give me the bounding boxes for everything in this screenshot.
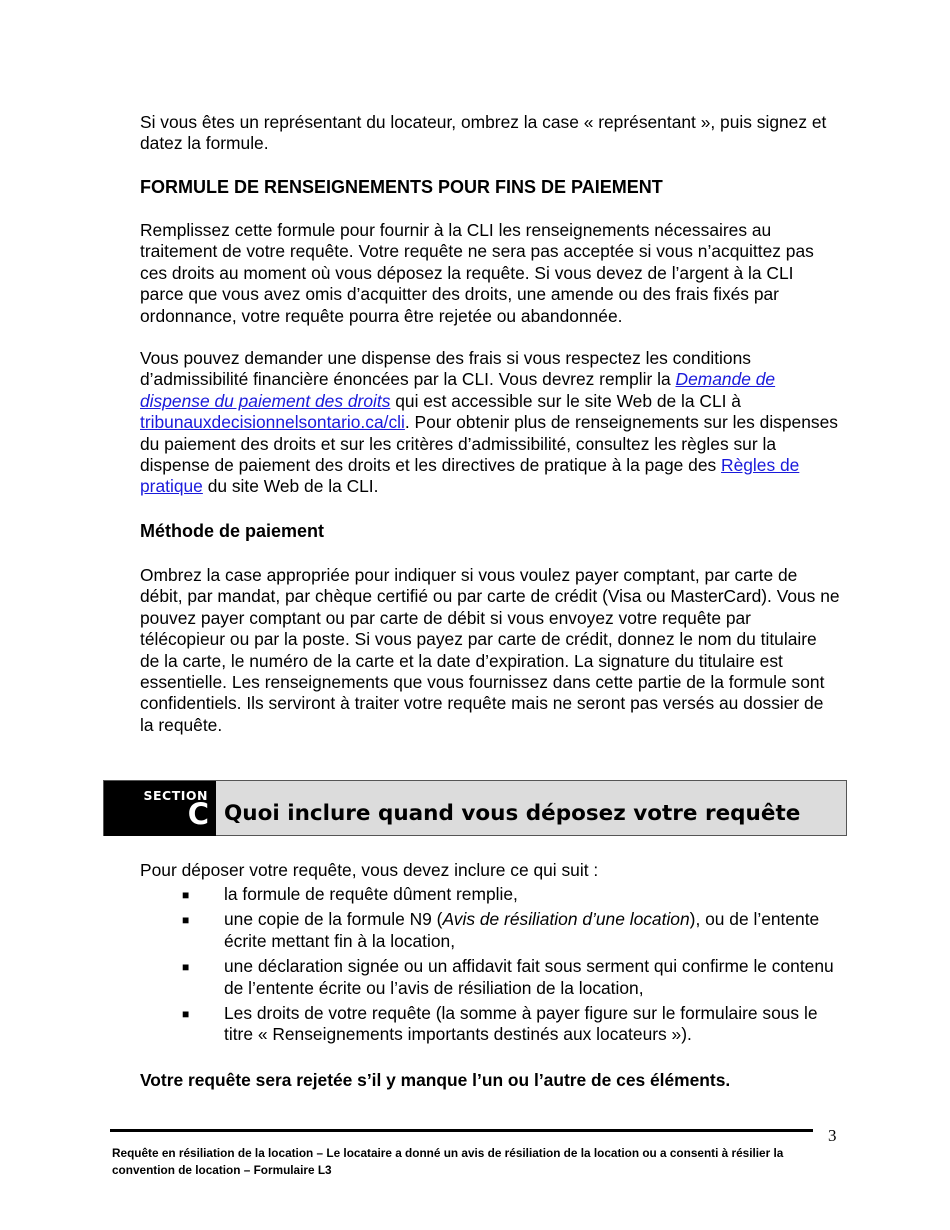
tribunal-website-link[interactable]: tribunauxdecisionnelsontario.ca/cli <box>140 412 405 433</box>
section-title: Quoi inclure quand vous déposez votre requête <box>224 801 801 826</box>
section-c-banner <box>103 780 847 836</box>
fee-waiver-text-b: qui est accessible sur le site Web de la CLI à <box>390 390 741 411</box>
payment-form-heading: FORMULE DE RENSEIGNEMENTS POUR FINS DE PAIEMENT <box>140 177 663 197</box>
footer-text: Requête en résiliation de la location – Le locataire a donné un avis de résiliation de la location ou a consenti à résilier la convention de location – Formulaire L3 <box>112 1146 784 1177</box>
rejection-warning: Votre requête sera rejetée s’il y manque l’un ou l’autre de ces éléments. <box>140 1070 731 1090</box>
fee-waiver-paragraph <box>140 348 840 498</box>
list-item <box>140 1003 840 1046</box>
intro-paragraph: Si vous êtes un représentant du locateur, ombrez la case « représentant », puis signez et datez la formule. <box>140 112 827 154</box>
list-item-text: la formule de requête dûment remplie, <box>224 884 518 904</box>
section-label-box <box>104 781 216 836</box>
fee-waiver-form-link[interactable]: Demande de dispense du paiement des droits <box>140 369 776 411</box>
payment-form-paragraph: Remplissez cette formule pour fournir à la CLI les renseignements nécessaires au traitement de votre requête. Votre requête ne sera pas acceptée si vous n’acquittez pas ces droits au moment où vous déposez la requête. Si vous devez de l’argent à la CLI parce que vous avez omis d’acquitter des droits, une amende ou des frais fixés par ordonnance, votre requête pourra être rejetée ou abandonnée. <box>140 220 814 326</box>
fee-waiver-text-c: . Pour obtenir plus de renseignements sur les dispenses du paiement des droits et sur les critères d’admissibilité, consultez les règles sur la dispense de paiement des droits et les directives de pratique à la page des <box>140 412 838 476</box>
payment-method-paragraph: Ombrez la case appropriée pour indiquer si vous voulez payer comptant, par carte de débit, par mandat, par chèque certifié ou par carte de crédit (Visa ou MasterCard). Vous ne pouvez payer comptant ou par carte de débit si vous envoyez votre requête par télécopieur ou par la poste. Si vous payez par carte de crédit, donnez le nom du titulaire de la carte, le numéro de la carte et la date d’expiration. La signature du titulaire est essentielle. Les renseignements que vous fournissez dans cette partie de la formule sont confidentiels. Ils serviront à traiter votre requête mais ne seront pas versés au dossier de la requête. <box>140 565 840 735</box>
bullet-icon: ■ <box>182 1007 190 1022</box>
footer-divider <box>110 1129 813 1132</box>
section-label: SECTION <box>143 788 208 803</box>
list-item-text: une déclaration signée ou un affidavit fait sous serment qui confirme le contenu de l’entente écrite ou l’avis de résiliation de la location, <box>224 956 834 998</box>
list-item-text-b: ), ou de l’entente écrite mettant fin à la location, <box>224 909 820 951</box>
list-item <box>140 909 840 952</box>
list-item <box>140 884 840 905</box>
list-item-text: Les droits de votre requête (la somme à payer figure sur le formulaire sous le titre « Renseignements importants destinés aux locateurs »). <box>224 1003 818 1045</box>
practice-rules-link[interactable]: Règles de pratique <box>140 455 800 497</box>
include-intro: Pour déposer votre requête, vous devez inclure ce qui suit : <box>140 860 599 880</box>
payment-method-heading: Méthode de paiement <box>140 521 325 541</box>
section-letter: C <box>187 797 209 831</box>
list-item <box>140 956 840 999</box>
bullet-icon: ■ <box>182 960 190 975</box>
list-item-text-a: une copie de la formule N9 ( <box>224 909 443 930</box>
include-list <box>140 884 840 1050</box>
fee-waiver-text-a: Vous pouvez demander une dispense des frais si vous respectez les conditions d’admissibilité financière énoncées par la CLI. Vous devrez remplir la <box>140 348 751 390</box>
page-number: 3 <box>828 1126 837 1145</box>
bullet-icon: ■ <box>182 888 190 902</box>
list-item-text-italic: Avis de résiliation d’une location <box>442 909 690 930</box>
fee-waiver-text-d: du site Web de la CLI. <box>202 476 379 497</box>
bullet-icon: ■ <box>182 913 190 928</box>
